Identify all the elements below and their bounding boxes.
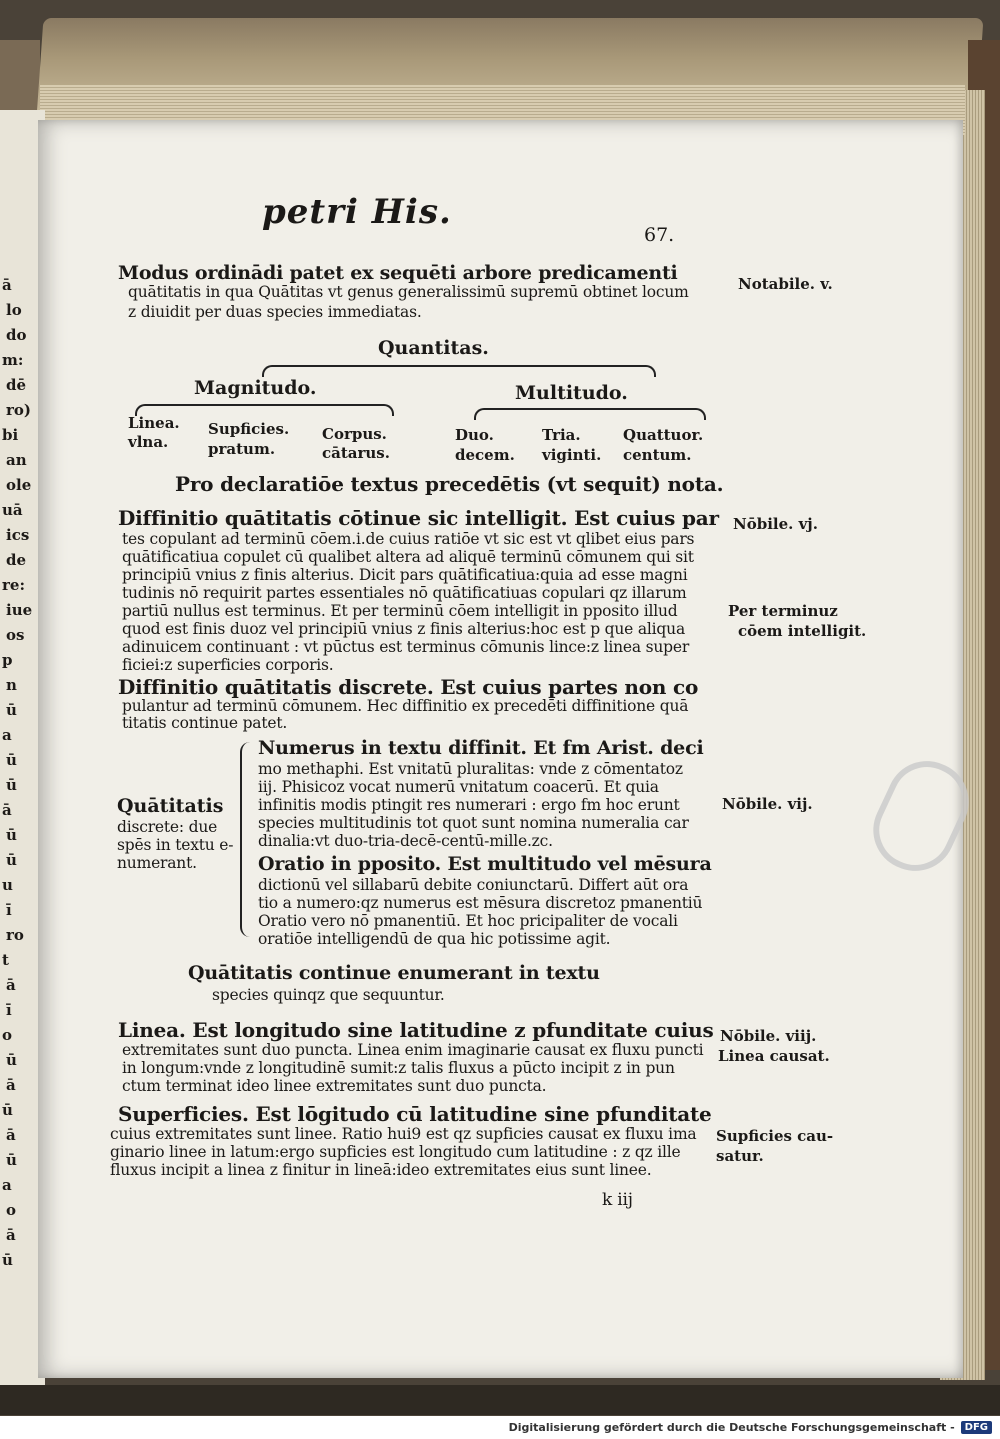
tree-leaf-tria: Tria. (542, 426, 581, 444)
oratio-line-5: oratiōe intelligendū de qua hic potissime agit. (258, 930, 611, 948)
left-page-fragment: uā (2, 501, 23, 519)
marginal-note-3-line-2: cōem intelligit. (738, 622, 867, 640)
tree-leaf-linea: Linea. (128, 414, 180, 432)
left-page-fragment: do (6, 326, 27, 344)
left-page-fragment: a (2, 1176, 12, 1194)
left-page-fragment: n (6, 676, 17, 694)
left-page-fragment: iue (6, 601, 33, 619)
linea-line-3: in longum:vnde z longitudinē sumit:z talis fluxus a pūcto incipit z in pun (122, 1059, 675, 1077)
oratio-line-3: tio a numero:qz numerus est mēsura discretoz pmanentiū (258, 894, 703, 912)
paragraph-1-line-1: Modus ordinādi patet ex sequēti arbore predicamenti (118, 262, 678, 284)
paragraph-2-line-6: partiū nullus est terminus. Et per terminū cōem intelligit in pposito illud (122, 602, 678, 620)
tree-leaf-catarus: cātarus. (322, 444, 390, 462)
brace-left-line-4: numerant. (117, 854, 197, 872)
tree-brace-multitudo (474, 408, 706, 420)
left-page-fragment: ā (6, 1076, 16, 1094)
left-page-fragment: p (2, 651, 13, 669)
pro-declaratione: Pro declaratiōe textus precedētis (vt sequit) nota. (175, 472, 724, 496)
left-page-fragment: dē (6, 376, 27, 394)
left-page-fragment: u (2, 876, 13, 894)
paragraph-3-line-2: pulantur ad terminū cōmunem. Hec diffinitio ex precedēti diffinitione quā (122, 697, 689, 715)
left-page-fragment: ū (6, 776, 17, 794)
paragraph-2-line-5: tudinis nō requirit partes essentiales nō quātificatiuas copulari qz illarum (122, 584, 687, 602)
marginal-note-5-line-1: Nōbile. viij. (720, 1027, 817, 1045)
paragraph-1-line-2: quātitatis in qua Quātitas vt genus generalissimū supremū obtinet locum (128, 283, 689, 301)
tree-leaf-centum: centum. (623, 446, 692, 464)
left-page-fragment: os (6, 626, 25, 644)
brace-left-line-3: spēs in textu e- (117, 836, 234, 854)
paragraph-2-line-4: principiū vnius z finis alterius. Dicit pars quātificatiua:quia ad esse magni (122, 566, 688, 584)
superficies-line-4: fluxus incipit a linea z finitur in lineā:ideo extremitates eius sunt linee. (110, 1161, 652, 1179)
left-page-fragment: ā (6, 1126, 16, 1144)
left-page-fragment: ū (2, 1251, 13, 1269)
left-page-fragment: t (2, 951, 9, 969)
tree-leaf-supficies: Supficies. (208, 420, 290, 438)
left-page-fragment: ā (2, 801, 12, 819)
marginal-note-1: Notabile. v. (738, 275, 833, 293)
left-page-fragment: ics (6, 526, 30, 544)
paragraph-2-line-2: tes copulant ad terminū cōem.i.de cuius ratiōe vt sic est vt qlibet eius pars (122, 530, 695, 548)
paragraph-1-line-3: z diuidit per duas species immediatas. (128, 303, 422, 321)
superficies-line-3: ginario linee in latum:ergo supficies est longitudo cum latitudine : z qz ille (110, 1143, 681, 1161)
numerus-line-4: infinitis modis ptingit res numerari : ergo fm hoc erunt (258, 796, 680, 814)
left-page-fragment: m: (2, 351, 24, 369)
tree-brace-top (262, 365, 656, 377)
numerus-line-6: dinalia:vt duo-tria-decē-centū-mille.zc. (258, 832, 553, 850)
left-page-fragment: lo (6, 301, 22, 319)
paragraph-2-line-7: quod est finis duoz vel principiū vnius z finis alterius:hoc est p que aliqua (122, 620, 685, 638)
paragraph-2-line-8: adinuicem continuant : vt pūctus est terminus cōmunis lince:z linea super (122, 638, 690, 656)
tree-magnitudo: Magnitudo. (194, 377, 317, 399)
marginal-note-6-line-1: Supficies cau- (716, 1127, 834, 1145)
left-page-fragment: ū (6, 1051, 17, 1069)
oratio-line-1: Oratio in pposito. Est multitudo vel mēsura (258, 853, 712, 875)
left-page-fragment: o (2, 1026, 13, 1044)
numerus-line-5: species multitudinis tot quot sunt nomina numeralia car (258, 814, 689, 832)
tree-leaf-vlna: vlna. (128, 433, 169, 451)
left-page-fragment: de (6, 551, 27, 569)
oratio-line-4: Oratio vero nō pmanentiū. Et hoc pricipaliter de vocali (258, 912, 678, 930)
marginal-note-5-line-2: Linea causat. (718, 1047, 830, 1065)
superficies-line-1: Superficies. Est lōgitudo cū latitudine sine pfunditate (118, 1102, 712, 1126)
numerus-line-2: mo methaphi. Est vnitatū pluralitas: vnde z cōmentatoz (258, 760, 683, 778)
footer-bar (0, 1416, 1000, 1439)
brace-left-line-1: Quātitatis (117, 795, 224, 817)
linea-line-4: ctum terminat ideo linee extremitates sunt duo puncta. (122, 1077, 547, 1095)
oratio-line-2: dictionū vel sillabarū debite coniunctarū. Differt aūt ora (258, 876, 689, 894)
tree-leaf-corpus: Corpus. (322, 425, 387, 443)
tree-multitudo: Multitudo. (515, 382, 628, 404)
left-page-fragment: ā (6, 976, 16, 994)
signature-mark: k iij (602, 1190, 633, 1210)
tree-leaf-decem: decem. (455, 446, 515, 464)
curly-brace (240, 742, 256, 937)
left-page-fragment: a (2, 726, 12, 744)
continue-line-2: species quinqz que sequuntur. (212, 986, 445, 1004)
marginal-note-3-line-1: Per terminuz (728, 602, 838, 620)
tree-leaf-quattuor: Quattuor. (623, 426, 704, 444)
left-page-fragment: ū (6, 851, 17, 869)
tree-root: Quantitas. (378, 337, 489, 359)
dfg-logo: DFG (961, 1421, 992, 1434)
linea-line-2: extremitates sunt duo puncta. Linea enim imaginarie causat ex fluxu puncti (122, 1041, 704, 1059)
left-page-fragment: ro (6, 926, 24, 944)
page-number: 67. (644, 224, 675, 246)
left-page-fragment: ole (6, 476, 32, 494)
paragraph-2-line-9: ficiei:z superficies corporis. (122, 656, 334, 674)
running-title: petri His. (262, 192, 452, 232)
paragraph-2-line-3: quātificatiua copulet cū qualibet altera ad aliquē terminū cōmunem qui sit (122, 548, 694, 566)
marginal-note-4: Nōbile. vij. (722, 795, 813, 813)
continue-line-1: Quātitatis continue enumerant in textu (188, 962, 600, 984)
tree-leaf-pratum: pratum. (208, 440, 276, 458)
brace-left-line-2: discrete: due (117, 818, 218, 836)
marginal-note-6-line-2: satur. (716, 1147, 764, 1165)
bottom-shadow (0, 1385, 1000, 1415)
left-page-fragment: ū (6, 701, 17, 719)
left-page-fragment: ū (6, 1151, 17, 1169)
left-page-fragment: re: (2, 576, 25, 594)
numerus-line-3: iij. Phisicoz vocat numerū vnitatum coacerū. Et quia (258, 778, 659, 796)
left-page-fragment: o (6, 1201, 17, 1219)
left-page-fragment: ro) (6, 401, 32, 419)
marginal-note-2: Nōbile. vj. (733, 515, 818, 533)
left-page-fragment: ū (6, 751, 17, 769)
left-page-fragment: ā (6, 1226, 16, 1244)
tree-leaf-viginti: viginti. (542, 446, 602, 464)
paragraph-3-line-3: titatis continue patet. (122, 714, 288, 732)
left-page-fragment: bi (2, 426, 19, 444)
numerus-line-1: Numerus in textu diffinit. Et fm Arist. deci (258, 737, 704, 759)
linea-line-1: Linea. Est longitudo sine latitudine z pfunditate cuius (118, 1018, 714, 1042)
tree-leaf-duo: Duo. (455, 426, 494, 444)
left-page-fragment: ū (6, 826, 17, 844)
left-page-fragment: ī (6, 901, 12, 919)
left-page-fragment: an (6, 451, 27, 469)
paragraph-3-line-1: Diffinitio quātitatis discrete. Est cuius partes non co (118, 675, 699, 699)
left-page-fragment: ī (6, 1001, 12, 1019)
footer-credit: Digitalisierung gefördert durch die Deutsche Forschungsgemeinschaft - (508, 1421, 955, 1434)
left-page-fragment: ā (2, 276, 12, 294)
superficies-line-2: cuius extremitates sunt linee. Ratio hui9 est qz supficies causat ex fluxu ima (110, 1125, 697, 1143)
paragraph-2-line-1: Diffinitio quātitatis cōtinue sic intelligit. Est cuius par (118, 506, 719, 530)
left-page-fragment: ū (2, 1101, 13, 1119)
